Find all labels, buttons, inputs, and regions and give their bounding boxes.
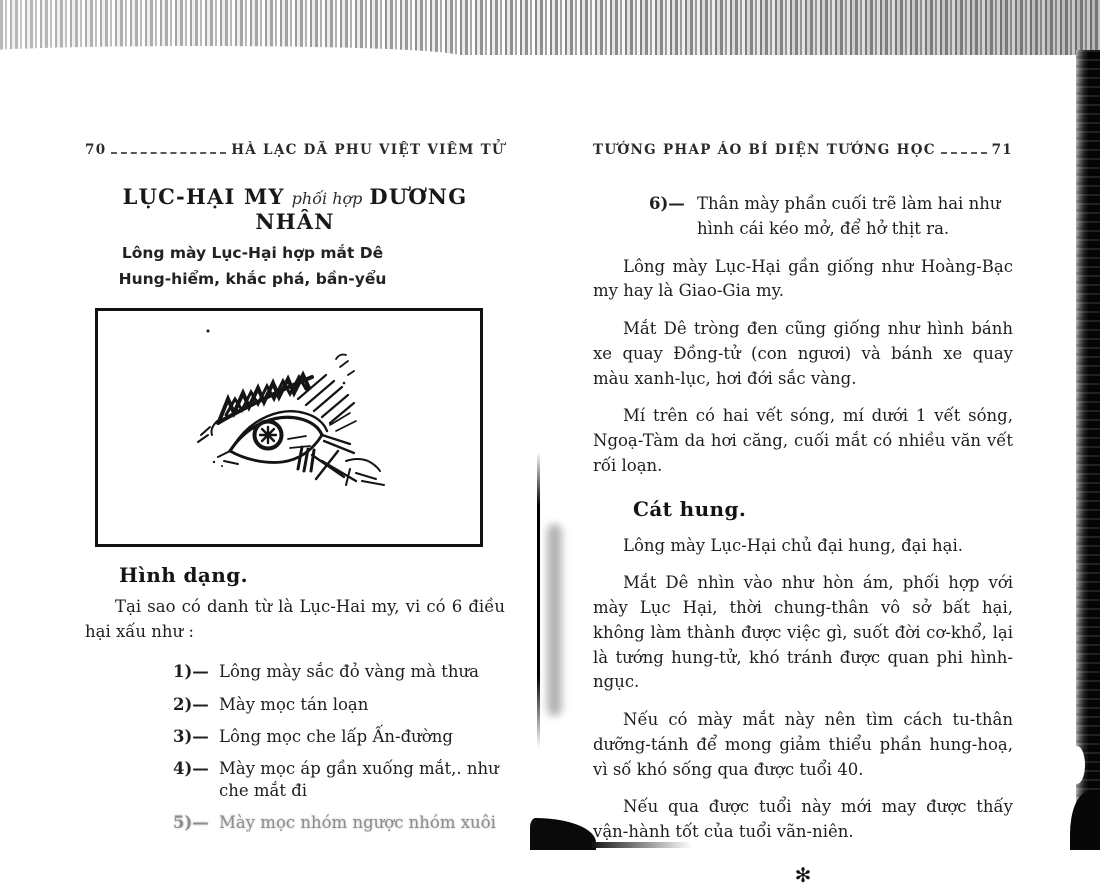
list-item-number: 5)— <box>173 813 209 833</box>
list-item-number: 1)— <box>173 662 209 682</box>
list-item-6 <box>649 192 1013 242</box>
left-running-title: HÀ LẠC DÃ PHU VIỆT VIÊM TỬ <box>231 142 505 158</box>
left-page-number: 70 <box>85 142 107 158</box>
chapter-subtitle <box>85 241 420 292</box>
book-edge-notch <box>1069 746 1085 784</box>
list-item-text: Mày mọc tán loạn <box>219 694 369 714</box>
eye-figure-drawing <box>98 311 480 544</box>
list-item-text: Lông mọc che lấp Ấn-đường <box>219 727 453 746</box>
right-page-number: 71 <box>991 142 1013 158</box>
list-item-number: 3)— <box>173 727 209 746</box>
left-running-header <box>85 142 505 158</box>
body-paragraph: Mí trên có hai vết sóng, mí dưới 1 vết sóng, Ngoạ-Tàm da hơi căng, cuối mắt có nhiều văn vết rối loạn. <box>593 406 1013 475</box>
list-item-2 <box>173 694 505 715</box>
right-running-header <box>593 142 1013 158</box>
list-item-number: 4)— <box>173 759 209 779</box>
list-item-text: Mày mọc nhóm ngược nhóm xuôi <box>219 813 496 833</box>
list-item-1 <box>173 661 505 682</box>
book-edge-shadow-right <box>1076 50 1100 850</box>
list-item-number: 6)— <box>649 194 685 213</box>
right-running-title: TƯỚNG PHAP ÁO BÍ DIỆN TƯỚNG HỌC <box>593 142 936 158</box>
body-paragraph: Mắt Dê nhìn vào như hòn ám, phối hợp với mày Lục Hại, thời chung-thân vô sở bất hại, không làm thành được việc gì, suốt đời cơ-khổ, lại là tướng hung-tử, khó tránh được quan phi hình-ngục. <box>593 573 1013 692</box>
list-item-text: Thân mày phần cuối trẽ làm hai như hình cái kéo mở, để hở thịt ra. <box>697 194 1001 238</box>
body-paragraph: Mắt Dê tròng đen cũng giống như hình bánh xe quay Đồng-tử (con ngươi) và bánh xe quay màu xanh-lục, hơi đới sắc vàng. <box>593 319 1013 388</box>
intro-paragraph: Tại sao có danh từ là Lục-Hai my, vi có 6 điều hại xấu như : <box>85 597 505 641</box>
book-page-edges-top <box>0 0 1100 55</box>
chapter-title-left: LỤC-HẠI MY <box>122 184 285 209</box>
book-gutter-line <box>537 452 540 748</box>
header-leader-line <box>111 151 226 154</box>
list-item-3 <box>173 726 505 747</box>
list-item-text: Mày mọc áp gần xuống mắt,. như che mắt đi <box>219 759 499 800</box>
list-item-5 <box>173 812 505 833</box>
list-item-number: 2)— <box>173 694 209 714</box>
body-paragraph: Lông mày Lục-Hại chủ đại hung, đại hại. <box>623 535 964 555</box>
list-item-4 <box>173 758 505 801</box>
numbered-list <box>173 661 505 834</box>
section-end-ornament-icon: ✻ <box>794 862 812 887</box>
header-leader-line <box>941 151 987 154</box>
body-paragraph: Nếu có mày mắt này nên tìm cách tu-thân dưỡng-tánh để mong giảm thiểu phần hung-hoạ, vì số khó sống qua được tuổi 40. <box>593 710 1013 779</box>
figure-frame <box>95 308 483 547</box>
book-gutter-smudge <box>547 524 562 716</box>
chapter-subtitle-line2: Hung-hiểm, khắc phá, bần-yểu <box>118 269 387 288</box>
right-page <box>593 142 1013 887</box>
chapter-subtitle-line1: Lông mày Lục-Hại hợp mắt Dê <box>121 244 384 262</box>
list-item-text: Lông mày sắc đỏ vàng mà thưa <box>219 662 479 682</box>
section-heading-hinh-dang: Hình dạng. <box>119 563 248 588</box>
chapter-title-right: DƯƠNG NHÂN <box>255 184 468 234</box>
chapter-title <box>85 184 505 234</box>
section-heading-cat-hung: Cát hung. <box>633 496 747 521</box>
chapter-title-connector: phối hợp <box>291 189 363 208</box>
body-paragraph: Lông mày Lục-Hại gần giống như Hoàng-Bạc my hay là Giao-Gia my. <box>593 256 1013 301</box>
body-paragraph: Nếu qua được tuổi này mới may được thấy vận-hành tốt của tuổi vãn-niên. <box>593 797 1013 841</box>
book-edge-shadow-bottom-right <box>1070 792 1100 850</box>
book-gutter-bottom-shadow <box>530 818 596 850</box>
left-page <box>85 142 505 845</box>
